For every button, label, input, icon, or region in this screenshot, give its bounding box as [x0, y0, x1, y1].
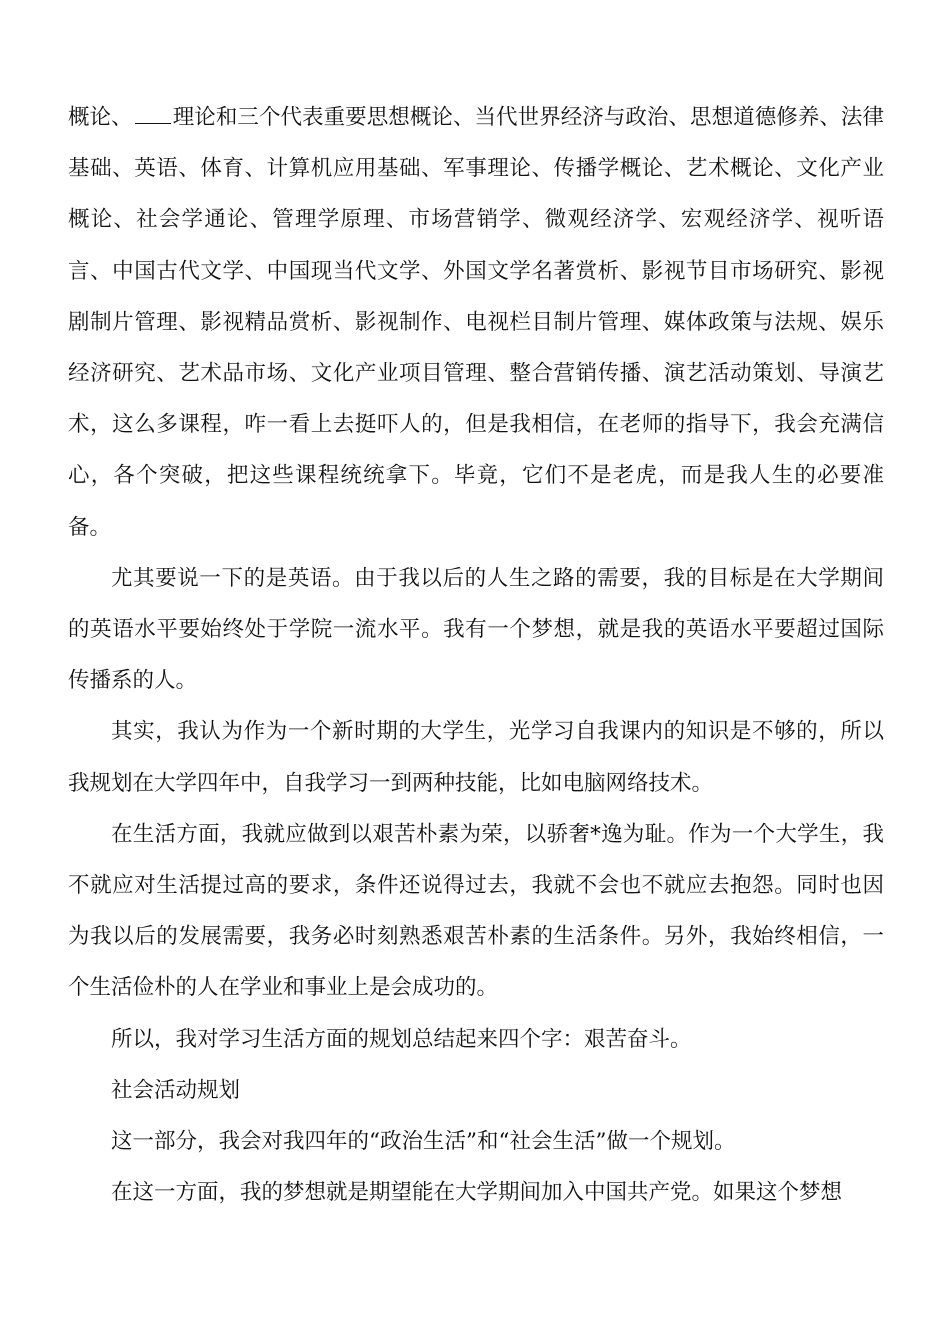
fill-in-blank: [135, 105, 171, 124]
paragraph-life: 在生活方面，我就应做到以艰苦朴素为荣，以骄奢*逸为耻。作为一个大学生，我不就应对生活提过高的要求，条件还说得过去，我就不会也不就应去抱怨。同时也因为我以后的发展需要，我务必时刻熟悉艰苦朴素的生活条件。另外，我始终相信，一个生活俭朴的人在学业和事业上是会成功的。: [68, 821, 884, 1001]
paragraph-summary: 所以，我对学习生活方面的规划总结起来四个字：艰苦奋斗。: [111, 1026, 692, 1052]
paragraph-party: 在这一方面，我的梦想就是期望能在大学期间加入中国共产党。如果这个梦想: [111, 1180, 843, 1206]
paragraph-course-list: [68, 92, 884, 553]
paragraph-english: 尤其要说一下的是英语。由于我以后的人生之路的需要，我的目标是在大学期间的英语水平要始终处于学院一流水平。我有一个梦想，就是我的英语水平要超过国际传播系的人。: [68, 565, 884, 694]
paragraph-text: 理论和三个代表重要思想概论、当代世界经济与政治、思想道德修养、法律基础、英语、体育、计算机应用基础、军事理论、传播学概论、艺术概论、文化产业概论、社会学通论、管理学原理、市场营销学、微观经济学、宏观经济学、视听语言、中国古代文学、中国现当代文学、外国文学名著赏析、影视节目市场研究、影视剧制片管理、影视精品赏析、影视制作、电视栏目制片管理、媒体政策与法规、娱乐经济研究、艺术品市场、文化产业项目管理、整合营销传播、演艺活动策划、导演艺术，这么多课程，咋一看上去挺吓人的，但是我相信，在老师的指导下，我会充满信心，各个突破，把这些课程统统拿下。毕竟，它们不是老虎，而是我人生的必要准备。: [68, 105, 884, 540]
paragraph-social-intro: 这一部分，我会对我四年的“政治生活”和“社会生活”做一个规划。: [111, 1129, 736, 1155]
section-heading: 社会活动规划: [111, 1077, 241, 1103]
document-page: [68, 92, 884, 1218]
paragraph-skills: 其实，我认为作为一个新时期的大学生，光学习自我课内的知识是不够的，所以我规划在大学四年中，自我学习一到两种技能，比如电脑网络技术。: [68, 719, 884, 796]
paragraph-text: 概论、: [68, 105, 133, 130]
